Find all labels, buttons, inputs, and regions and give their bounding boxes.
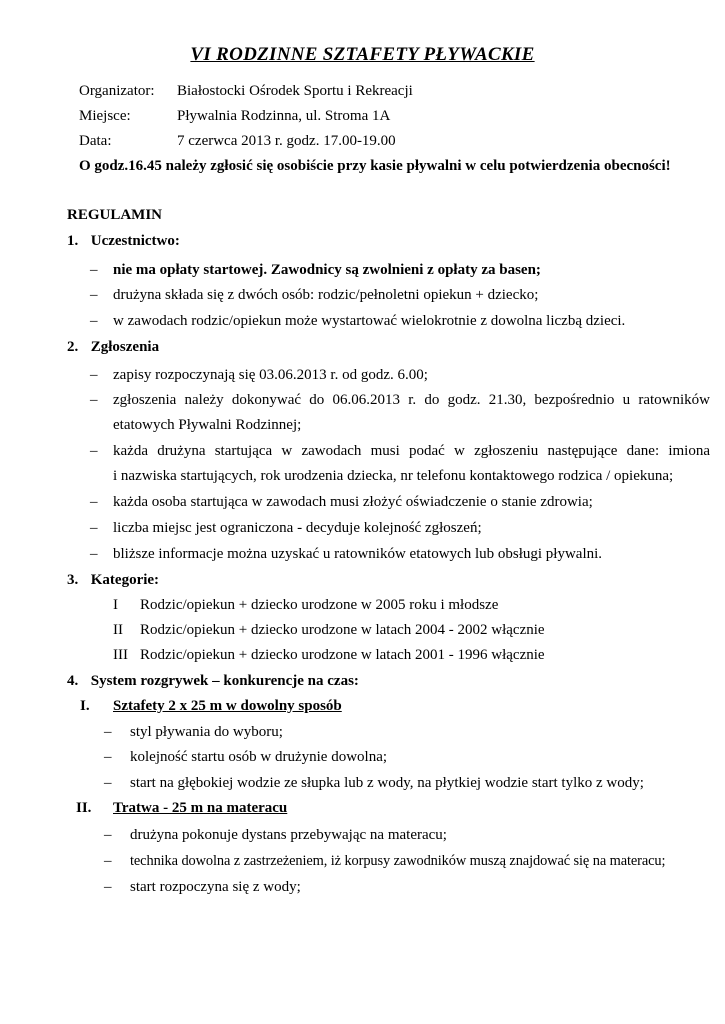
category-number: II [113, 622, 123, 638]
section-2-heading [67, 339, 159, 356]
dash-bullet: – [104, 749, 112, 765]
list-item: start rozpoczyna się z wody; [130, 879, 301, 895]
list-item: zapisy rozpoczynają się 03.06.2013 r. od godz. 6.00; [113, 367, 428, 383]
dash-bullet: – [104, 853, 112, 869]
dash-bullet: – [90, 313, 98, 329]
venue-value: Pływalnia Rodzinna, ul. Stroma 1A [177, 108, 391, 124]
section-title: Uczestnictwo: [90, 233, 180, 249]
list-item: bliższe informacje można uzyskać u ratowników etatowych lub obsługi pływalni. [113, 546, 603, 562]
dash-bullet: – [90, 546, 98, 562]
dash-bullet: – [90, 262, 98, 278]
subsection-title: Sztafety 2 x 25 m w dowolny sposób [113, 698, 342, 714]
list-item: zgłoszenia należy dokonywać do 06.06.2013 r. do godz. 21.30, bezpośrednio u ratowników [113, 392, 710, 408]
dash-bullet: – [90, 520, 98, 536]
date-label: Data: [79, 133, 112, 149]
list-item: kolejność startu osób w drużynie dowolna; [130, 749, 388, 765]
section-1-heading [67, 233, 180, 250]
dash-bullet: – [90, 287, 98, 303]
date-value: 7 czerwca 2013 r. godz. 17.00-19.00 [177, 133, 396, 149]
category-text: Rodzic/opiekun + dziecko urodzone w latach 2001 - 1996 włącznie [140, 647, 545, 663]
section-number: 1. [67, 233, 79, 249]
list-item: start na głębokiej wodzie ze słupka lub z wody, na płytkiej wodzie start tylko z wody; [130, 775, 644, 791]
list-item: liczba miejsc jest ograniczona - decyduje kolejność zgłoszeń; [113, 520, 482, 536]
section-title: System rozgrywek – konkurencje na czas: [90, 673, 359, 689]
dash-bullet: – [90, 443, 98, 459]
subsection-number: II. [76, 800, 92, 816]
category-number: I [113, 597, 118, 613]
list-item: styl pływania do wyboru; [130, 724, 283, 740]
venue-label: Miejsce: [79, 108, 131, 124]
organizer-value: Białostocki Ośrodek Sportu i Rekreacji [177, 83, 413, 99]
dash-bullet: – [90, 494, 98, 510]
dash-bullet: – [90, 392, 98, 408]
list-item-continuation: i nazwiska startujących, rok urodzenia dziecka, nr telefonu kontaktowego rodzica / opiekuna; [113, 468, 674, 484]
attendance-notice: O godz.16.45 należy zgłosić się osobiście przy kasie pływalni w celu potwierdzenia obecności! [79, 158, 671, 174]
dash-bullet: – [104, 879, 112, 895]
subsection-number: I. [80, 698, 90, 714]
list-item: każda drużyna startująca w zawodach musi podać w zgłoszeniu następujące dane: imiona [113, 443, 710, 459]
section-4-heading [67, 673, 359, 690]
list-item: nie ma opłaty startowej. Zawodnicy są zwolnieni z opłaty za basen; [113, 262, 541, 278]
organizer-label: Organizator: [79, 83, 155, 99]
dash-bullet: – [104, 724, 112, 740]
section-title: Zgłoszenia [90, 339, 160, 355]
dash-bullet: – [104, 775, 112, 791]
section-number: 2. [67, 339, 79, 355]
list-item: technika dowolna z zastrzeżeniem, iż korpusy zawodników muszą znajdować się na materacu; [130, 853, 666, 869]
list-item: drużyna składa się z dwóch osób: rodzic/pełnoletni opiekun + dziecko; [113, 287, 539, 303]
category-text: Rodzic/opiekun + dziecko urodzone w latach 2004 - 2002 włącznie [140, 622, 545, 638]
dash-bullet: – [104, 827, 112, 843]
list-item: każda osoba startująca w zawodach musi złożyć oświadczenie o stanie zdrowia; [113, 494, 593, 510]
section-number: 4. [67, 673, 79, 689]
section-number: 3. [67, 572, 79, 588]
page-title: VI RODZINNE SZTAFETY PŁYWACKIE [190, 44, 535, 65]
dash-bullet: – [90, 367, 98, 383]
list-item: w zawodach rodzic/opiekun może wystartować wielokrotnie z dowolna liczbą dzieci. [113, 313, 626, 329]
list-item-continuation: etatowych Pływalni Rodzinnej; [113, 417, 302, 433]
category-text: Rodzic/opiekun + dziecko urodzone w 2005 roku i młodsze [140, 597, 499, 613]
subsection-title: Tratwa - 25 m na materacu [113, 800, 288, 816]
list-item: drużyna pokonuje dystans przebywając na materacu; [130, 827, 447, 843]
regulations-heading: REGULAMIN [67, 207, 163, 223]
section-title: Kategorie: [90, 572, 160, 588]
category-number: III [113, 647, 128, 663]
section-3-heading [67, 572, 159, 589]
